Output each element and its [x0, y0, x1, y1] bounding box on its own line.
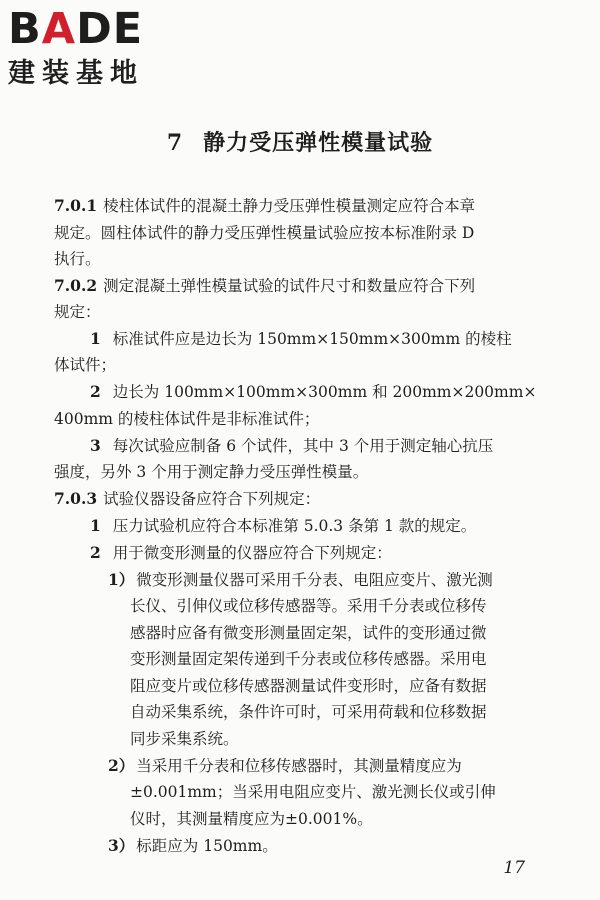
chapter-title-text: 静力受压弹性模量试验 — [203, 130, 434, 156]
item-text: 边长为 100mm×100mm×300mm 和 200mm×200mm× — [112, 383, 537, 401]
subitem-1-line-2: 长仪、引伸仪或位移传感器等。采用千分表或位移传 — [130, 597, 487, 615]
subitem-1-line-4: 变形测量固定架传递到千分表或位移传感器。采用电 — [130, 650, 487, 668]
logo-letters-b: B — [8, 4, 42, 54]
clause-number: 7.0.1 — [54, 196, 98, 215]
clause-7-0-1-line-3: 执行。 — [54, 250, 101, 268]
subitem-2-line-3: 仪时，其测量精度应为±0.001%。 — [130, 810, 373, 828]
clause-7-0-2-item-2-line-2: 400mm 的棱柱体试件是非标准试件； — [54, 410, 320, 428]
clause-7-0-3-line-1 — [54, 489, 320, 509]
clause-7-0-2-item-3-line-1 — [90, 436, 493, 456]
clause-number: 7.0.3 — [54, 489, 98, 508]
clause-7-0-2-item-3-line-2: 强度，另外 3 个用于测定静力受压弹性模量。 — [54, 463, 369, 481]
item-text: 压力试验机应符合本标准第 5.0.3 条第 1 款的规定。 — [112, 517, 477, 535]
clause-text: 试验仪器设备应符合下列规定： — [103, 490, 321, 508]
clause-7-0-2-line-1 — [54, 276, 475, 296]
clause-number: 7.0.2 — [54, 276, 98, 295]
chapter-number: 7 — [166, 130, 184, 156]
item-text: 用于微变形测量的仪器应符合下列规定： — [112, 544, 392, 562]
item-number: 1 — [90, 516, 101, 535]
subitem-3-line-1 — [108, 836, 278, 856]
subitem-number: 2） — [108, 756, 135, 775]
item-number: 1 — [90, 329, 101, 348]
item-number: 2 — [90, 543, 101, 562]
subitem-text: 标距应为 150mm。 — [136, 837, 278, 855]
clause-7-0-1-line-2: 规定。圆柱体试件的静力受压弹性模量试验应按本标准附录 D — [54, 224, 475, 242]
clause-text: 测定混凝土弹性模量试验的试件尺寸和数量应符合下列 — [103, 277, 476, 295]
subitem-2-line-2: ±0.001mm；当采用电阻应变片、激光测长仪或引伸 — [130, 783, 496, 801]
page-number: 17 — [503, 858, 525, 878]
subitem-1-line-7: 同步采集系统。 — [130, 730, 239, 748]
clause-7-0-2-item-2-line-1 — [90, 382, 536, 402]
clause-7-0-3-item-2 — [90, 543, 392, 563]
subitem-text: 当采用千分表和位移传感器时，其测量精度应为 — [136, 757, 462, 775]
subitem-1-line-3: 感器时应备有微变形测量固定架，试件的变形通过微 — [130, 624, 487, 642]
item-text: 每次试验应制备 6 个试件，其中 3 个用于测定轴心抗压 — [112, 437, 494, 455]
clause-7-0-2-item-1-line-2: 体试件； — [54, 356, 117, 374]
clause-7-0-3-item-1 — [90, 516, 476, 536]
subitem-number: 3） — [108, 836, 135, 855]
clause-7-0-2-item-1-line-1 — [90, 329, 512, 349]
subitem-1-line-6: 自动采集系统，条件许可时，可采用荷载和位移数据 — [130, 703, 487, 721]
brand-logo — [8, 6, 178, 90]
subitem-number: 1） — [108, 570, 135, 589]
subitem-text: 微变形测量仪器可采用千分表、电阻应变片、激光测 — [136, 571, 493, 589]
logo-wordmark — [8, 6, 178, 52]
logo-letter-a-red: A — [41, 4, 77, 54]
clause-7-0-1-line-1 — [54, 196, 475, 216]
subitem-1-line-1 — [108, 570, 493, 590]
item-text: 标准试件应是边长为 150mm×150mm×300mm 的棱柱 — [112, 330, 512, 348]
logo-tagline: 建装基地 — [8, 58, 144, 89]
item-number: 2 — [90, 382, 101, 401]
item-number: 3 — [90, 436, 101, 455]
subitem-1-line-5: 阻应变片或位移传感器测量试件变形时，应备有数据 — [130, 677, 487, 695]
clause-7-0-2-line-2: 规定： — [54, 303, 101, 321]
clause-text: 棱柱体试件的混凝土静力受压弹性模量测定应符合本章 — [103, 197, 476, 215]
chapter-title — [0, 126, 600, 157]
subitem-2-line-1 — [108, 756, 462, 776]
logo-letters-de: DE — [76, 4, 144, 54]
